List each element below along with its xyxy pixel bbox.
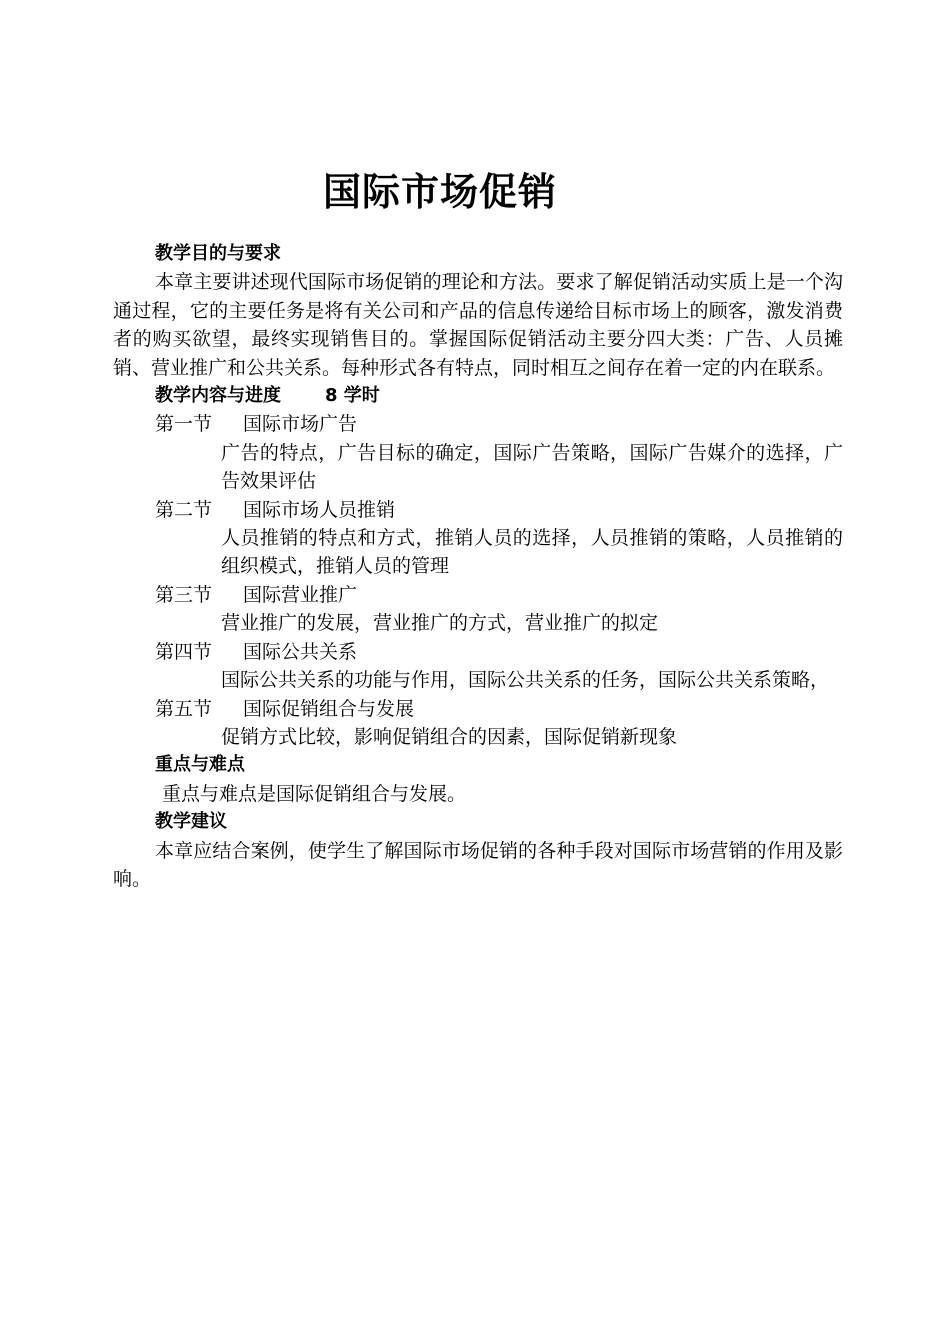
section-4-detail: 国际公共关系的功能与作用，国际公共关系的任务，国际公共关系策略，: [221, 669, 830, 692]
section-1-detail: 广告的特点，广告目标的确定，国际广告策略，国际广告媒介的选择，广告效果评估: [221, 441, 843, 493]
section-number: 第三节: [155, 583, 213, 606]
section-2-detail: 人员推销的特点和方式，推销人员的选择，人员推销的策略，人员推销的组织模式，推销人员的管理: [221, 527, 843, 578]
suggestions-heading: 教学建议: [155, 811, 227, 833]
keypoints-text: 重点与难点是国际促销组合与发展。: [162, 782, 467, 805]
section-3-detail: 营业推广的发展，营业推广的方式，营业推广的拟定: [221, 612, 659, 635]
content-heading-label: 教学内容与进度: [155, 385, 281, 407]
section-title: 国际市场广告: [243, 413, 358, 436]
section-5: [113, 695, 843, 723]
section-4: [113, 638, 843, 666]
section-3: [113, 581, 843, 609]
section-title: 国际营业推广: [243, 583, 358, 606]
section-title: 国际促销组合与发展: [243, 697, 415, 720]
suggestions-text: 本章应结合案例，使学生了解国际市场促销的各种手段对国际市场营销的作用及影响。: [113, 839, 843, 890]
objectives-heading: 教学目的与要求: [155, 243, 281, 264]
section-1: [113, 410, 843, 438]
section-title: 国际市场人员推销: [243, 498, 396, 521]
section-number: 第二节: [155, 498, 213, 521]
document-body: [113, 240, 843, 893]
content-heading: [113, 382, 843, 410]
section-number: 第四节: [155, 640, 213, 663]
content-hours: 8 学时: [325, 385, 380, 407]
page-title: 国际市场促销: [322, 170, 557, 214]
section-title: 国际公共关系: [243, 640, 358, 663]
keypoints-heading: 重点与难点: [155, 754, 245, 776]
section-number: 第一节: [155, 413, 213, 436]
section-2: [113, 496, 843, 524]
objectives-text: 本章主要讲述现代国际市场促销的理论和方法。要求了解促销活动实质上是一个沟通过程，它的主要任务是将有关公司和产品的信息传递给目标市场上的顾客，激发消费者的购买欲望，最终实现销售目的。掌握国际促销活动主要分四大类：广告、人员摊销、营业推广和公共关系。每种形式各有特点，同时相互之间存在着一定的内在联系。: [113, 271, 843, 379]
section-5-detail: 促销方式比较，影响促销组合的因素，国际促销新现象: [221, 725, 678, 748]
section-number: 第五节: [155, 697, 213, 720]
